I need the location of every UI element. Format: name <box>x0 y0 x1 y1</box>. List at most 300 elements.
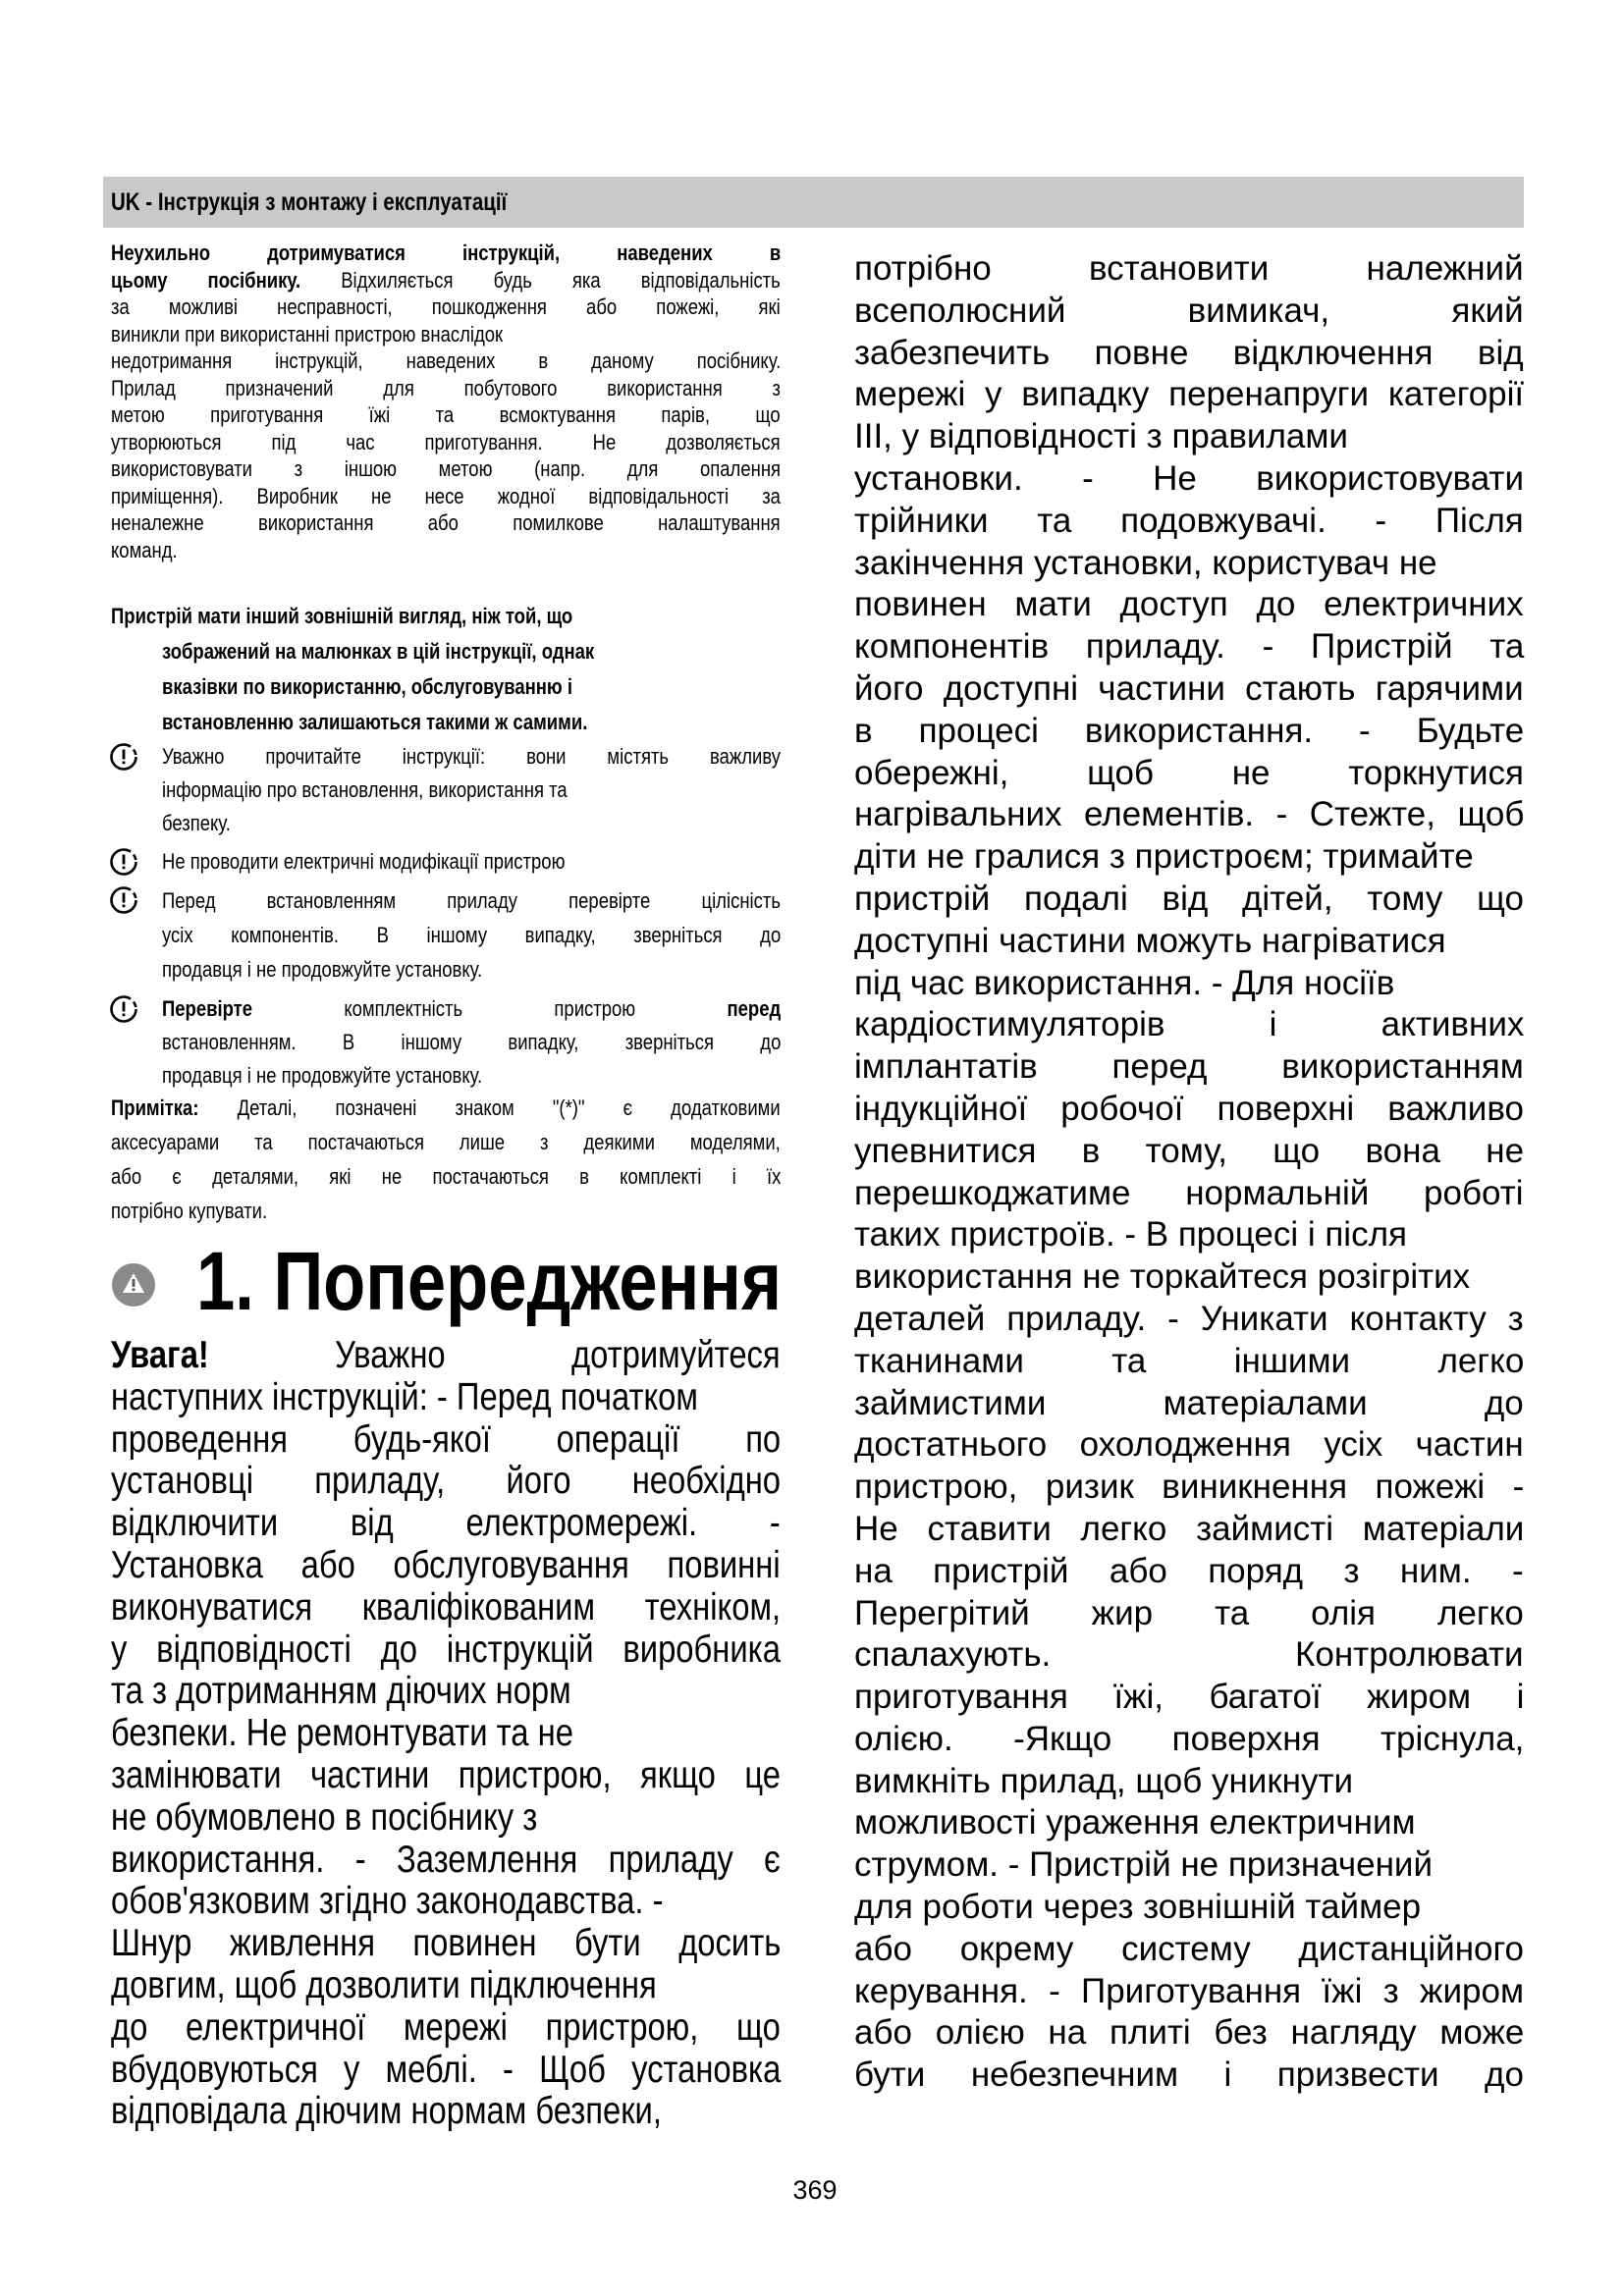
header-bar <box>103 177 1524 228</box>
text-line-content <box>854 1214 1407 1256</box>
text-line <box>111 455 781 483</box>
text-segment: відключити від електромережі. - <box>111 1502 781 1545</box>
text-segment: приміщення). Виробник не несе жодної відповідальності за <box>111 483 781 508</box>
bold-text: Неухильно дотримуватися інструкцій, наведених в <box>111 240 782 265</box>
document-title: UK - Інструкція з монтажу і експлуатації <box>111 188 508 216</box>
text-segment: достатнього охолодження усіх частин <box>854 1425 1524 1465</box>
text-line-content <box>854 1929 1524 1971</box>
text-segment: Прилад призначений для побутового використання з <box>111 375 782 400</box>
text-segment: у відповідності до інструкцій виробника <box>111 1628 781 1671</box>
text-line-content <box>854 668 1524 711</box>
text-segment: аксесуарами та постачаються лише з деякими моделями, <box>111 1130 781 1154</box>
text-line <box>854 836 1524 879</box>
text-line <box>162 952 781 987</box>
text-line-content <box>111 321 503 348</box>
text-line <box>854 458 1524 501</box>
text-segment: використовувати з іншою метою (напр. для опалення <box>111 456 782 481</box>
text-segment: олією. -Якщо поверхня тріснула, <box>854 1719 1525 1758</box>
text-line-content <box>162 774 568 807</box>
text-line <box>111 2007 781 2050</box>
text-line <box>854 1719 1524 1761</box>
text-line <box>854 1256 1524 1299</box>
warning-item <box>0 992 781 1093</box>
bold-text: встановленню залишаються такими ж самими. <box>162 710 588 734</box>
text-line-content <box>162 952 482 987</box>
text-line <box>854 2055 1524 2097</box>
text-line <box>111 1840 781 1882</box>
text-line <box>111 429 781 456</box>
text-line-content <box>111 1125 781 1159</box>
text-line <box>111 2050 781 2092</box>
text-line-content <box>854 374 1524 416</box>
text-line <box>854 879 1524 921</box>
text-line <box>162 634 781 669</box>
warning-item <box>0 845 781 879</box>
text-segment: Уважно прочитайте інструкції: вони містять важливу <box>162 744 781 769</box>
text-line-content <box>111 537 178 564</box>
text-line <box>111 537 781 564</box>
text-line-content <box>854 1887 1421 1929</box>
text-segment: та з дотриманням діючих норм <box>111 1670 571 1713</box>
text-line <box>111 2091 781 2133</box>
text-line <box>111 1503 781 1545</box>
text-segment: упевнитися в тому, що вона не <box>854 1131 1525 1170</box>
text-line-content <box>162 705 587 740</box>
bold-text: Примітка: <box>111 1095 199 1120</box>
text-segment: інформацію про встановлення, використання та <box>162 777 568 802</box>
text-line-content <box>111 401 781 429</box>
text-line-content <box>854 1173 1524 1215</box>
text-line-content <box>111 2050 781 2092</box>
text-line-content <box>854 2012 1524 2055</box>
text-line <box>854 1844 1524 1887</box>
text-segment: мережі у випадку перенапруги категорії <box>854 375 1525 414</box>
text-line <box>111 1091 781 1125</box>
text-line <box>854 501 1524 543</box>
text-line-content <box>111 1797 537 1840</box>
text-line-content <box>111 1159 781 1194</box>
text-line <box>111 509 781 537</box>
text-line <box>854 1971 1524 2013</box>
text-line-content <box>162 883 781 918</box>
text-line <box>111 240 781 267</box>
section-heading: 1. Попередження <box>196 1235 783 1327</box>
text-segment: замінювати частини пристрою, якщо це <box>111 1753 781 1796</box>
text-segment: пристрій подалі від дітей, тому що <box>854 879 1524 918</box>
text-segment: перешкоджатиме нормальній роботі <box>854 1173 1524 1212</box>
text-line-content <box>854 1802 1416 1844</box>
text-line-content <box>854 416 1348 458</box>
text-line <box>162 1059 781 1093</box>
text-line <box>854 1004 1524 1046</box>
text-line <box>854 1802 1524 1844</box>
text-segment: повинен мати доступ до електричних <box>854 585 1524 624</box>
text-line-content <box>111 1091 781 1125</box>
exclamation-circle-icon <box>109 885 138 915</box>
text-line <box>854 1214 1524 1256</box>
text-line <box>162 669 781 705</box>
intro-paragraph <box>111 240 781 563</box>
text-line-content <box>111 455 781 483</box>
text-line <box>111 1881 781 1923</box>
text-segment: його доступні частини стають гарячими <box>854 668 1524 708</box>
text-line <box>854 626 1524 668</box>
text-line-content <box>111 267 781 294</box>
text-line-content <box>111 347 781 375</box>
text-line-content <box>854 963 1394 1005</box>
text-line <box>111 1755 781 1797</box>
text-segment: Деталі, позначені знаком "(*)" є додатковими <box>198 1095 781 1120</box>
warning-item <box>0 883 781 987</box>
text-segment: бути небезпечним і призвести до <box>854 2056 1524 2095</box>
text-line <box>111 1194 781 1228</box>
text-line-content <box>111 1713 573 1755</box>
exclamation-circle-icon <box>109 847 138 877</box>
text-line <box>854 584 1524 626</box>
text-line <box>111 375 781 402</box>
text-segment: на пристрій або поряд з ним. - <box>854 1551 1524 1590</box>
text-line-content <box>854 711 1524 753</box>
text-line-content <box>111 1755 781 1797</box>
text-line-content <box>854 1046 1524 1089</box>
text-line <box>854 794 1524 836</box>
text-segment: забезпечить повне відключення від <box>854 333 1524 372</box>
text-line-content <box>111 1194 267 1228</box>
text-line-content <box>111 375 781 402</box>
text-segment: установці приладу, його необхідно <box>111 1460 782 1503</box>
text-segment: довгим, щоб дозволити підключення <box>111 1963 657 2006</box>
text-segment: під час використання. - Для носіїв <box>854 963 1395 1002</box>
text-line <box>111 1965 781 2007</box>
text-segment: трійники та подовжувачі. - Після <box>854 501 1524 540</box>
text-segment: або окрему систему дистанційного <box>854 1929 1524 1968</box>
text-segment: недотримання інструкцій, наведених в даному посібнику. <box>111 348 782 373</box>
text-line <box>111 1923 781 1965</box>
bold-text: Увага! <box>111 1334 209 1376</box>
text-line <box>854 1383 1524 1425</box>
text-line <box>111 347 781 375</box>
text-segment: продавця і не продовжуйте установку. <box>162 1063 483 1088</box>
text-line-content <box>162 740 781 774</box>
text-line <box>854 921 1524 963</box>
text-segment: наступних інструкцій: - Перед початком <box>111 1375 698 1418</box>
text-line-content <box>854 1677 1524 1719</box>
text-line <box>111 1125 781 1159</box>
text-line-content <box>854 1719 1524 1761</box>
text-line-content <box>111 1629 781 1672</box>
text-line <box>854 1509 1524 1551</box>
text-segment: використання. - Заземлення приладу є <box>111 1838 781 1881</box>
text-line-content <box>854 794 1524 836</box>
text-line <box>162 705 781 740</box>
text-segment: закінчення установки, користувач не <box>854 543 1437 582</box>
text-segment: команд. <box>111 537 178 562</box>
text-line-content <box>854 458 1524 501</box>
text-segment: компонентів приладу. - Пристрій та <box>854 627 1525 667</box>
text-line <box>854 668 1524 711</box>
text-line <box>854 1929 1524 1971</box>
text-line-content <box>111 2091 662 2133</box>
text-line <box>854 1299 1524 1341</box>
appearance-notice <box>111 599 781 740</box>
text-line-content <box>111 1923 781 1965</box>
text-line <box>854 1887 1524 1929</box>
text-line <box>854 1341 1524 1383</box>
text-line <box>854 374 1524 416</box>
text-segment: Відхиляється будь яка відповідальність <box>300 267 781 293</box>
text-line <box>111 483 781 510</box>
text-line <box>111 321 781 348</box>
text-line <box>111 1461 781 1503</box>
text-segment: не обумовлено в посібнику з <box>111 1795 538 1839</box>
text-line-content <box>111 509 781 537</box>
text-segment: установки. - Не використовувати <box>854 458 1524 498</box>
warning-item <box>0 740 781 840</box>
text-line-content <box>854 248 1524 291</box>
text-line <box>854 248 1524 291</box>
text-line-content <box>854 1131 1524 1173</box>
text-segment: до електричної мережі пристрою, що <box>111 2005 781 2049</box>
text-segment: відповідала діючим нормам безпеки, <box>111 2090 662 2133</box>
text-segment: всеполюсний вимикач, який <box>854 291 1524 330</box>
text-line-content <box>854 1004 1524 1046</box>
exclamation-circle-icon <box>109 994 138 1024</box>
text-line <box>111 267 781 294</box>
text-segment: Перегрітий жир та олія легко <box>854 1593 1524 1632</box>
text-segment: деталей приладу. - Уникати контакту з <box>854 1299 1524 1338</box>
right-body-text <box>854 248 1524 2097</box>
text-line-content <box>854 1299 1524 1341</box>
text-segment: продавця і не продовжуйте установку. <box>162 957 483 982</box>
text-line <box>854 711 1524 753</box>
text-segment: доступні частини можуть нагріватися <box>854 921 1446 960</box>
bold-text: Пристрій мати інший зовнішній вигляд, ніж той, що <box>111 604 573 628</box>
text-line-content <box>854 1089 1524 1131</box>
text-segment: III, у відповідності з правилами <box>854 417 1348 456</box>
text-line <box>111 294 781 321</box>
text-segment: неналежне використання або помилкове налаштування <box>111 510 781 535</box>
text-line-content <box>854 1971 1524 2013</box>
text-line-content <box>854 1509 1524 1551</box>
text-segment: приготування їжі, багатої жиром і <box>854 1678 1525 1717</box>
text-segment: імплантатів перед використанням <box>854 1047 1524 1087</box>
text-line-content <box>854 1844 1433 1887</box>
text-line-content <box>854 1424 1524 1467</box>
text-segment: метою приготування їжі та всмоктування парів, що <box>111 402 781 427</box>
text-segment: в процесі використання. - Будьте <box>854 711 1525 750</box>
text-segment: встановленням. В іншому випадку, зверніться до <box>162 1030 782 1054</box>
text-segment: кардіостимуляторів і активних <box>854 1005 1525 1044</box>
text-line-content <box>162 918 781 952</box>
text-line <box>162 918 781 952</box>
text-line <box>111 1159 781 1194</box>
text-segment: обов'язковим згідно законодавства. - <box>111 1880 664 1923</box>
text-segment: таких пристроїв. - В процесі і після <box>854 1215 1407 1255</box>
text-line <box>111 1797 781 1840</box>
text-line <box>162 992 781 1026</box>
text-line-content <box>854 921 1446 963</box>
text-line <box>111 599 781 634</box>
text-line <box>854 1467 1524 1509</box>
text-segment: вбудовуються у меблі. - Щоб установка <box>111 2048 782 2091</box>
text-line <box>162 1026 781 1059</box>
text-segment: можливості ураження електричним <box>854 1803 1416 1842</box>
text-line-content <box>854 1761 1353 1803</box>
bold-text: перед <box>727 996 782 1021</box>
text-line <box>111 1419 781 1462</box>
text-line <box>854 543 1524 585</box>
text-line <box>854 963 1524 1005</box>
text-line <box>162 774 781 807</box>
text-line <box>854 1551 1524 1593</box>
text-line <box>111 1377 781 1419</box>
text-line <box>111 1629 781 1672</box>
text-line-content <box>111 2007 781 2050</box>
text-line <box>854 416 1524 458</box>
text-line-content <box>162 992 781 1026</box>
text-line-content <box>111 1335 781 1377</box>
text-line <box>854 753 1524 795</box>
page-number: 369 <box>792 2175 838 2205</box>
text-line <box>162 807 781 840</box>
text-line <box>111 1671 781 1713</box>
text-segment: або олією на плиті без нагляду може <box>854 2013 1525 2053</box>
text-line-content <box>162 669 572 705</box>
text-line-content <box>111 1671 571 1713</box>
text-segment: за можливі несправності, пошкодження або пожежі, які <box>111 294 781 319</box>
text-line-content <box>111 599 572 634</box>
text-segment: безпеки. Не ремонтувати та не <box>111 1712 573 1755</box>
text-segment: Шнур живлення повинен бути досить <box>111 1922 782 1965</box>
text-line-content <box>854 1551 1524 1593</box>
text-line-content <box>162 807 231 840</box>
text-line <box>854 1634 1524 1677</box>
text-segment: діти не гралися з пристроєм; тримайте <box>854 837 1474 877</box>
text-line-content <box>111 1965 657 2007</box>
text-segment: для роботи через зовнішній таймер <box>854 1888 1422 1927</box>
text-segment: пристрою, ризик виникнення пожежі - <box>854 1468 1525 1507</box>
left-body-text <box>111 1335 781 2133</box>
text-line <box>854 291 1524 333</box>
text-segment: вимкніть прилад, щоб уникнути <box>854 1761 1354 1800</box>
text-segment: індукційної робочої поверхні важливо <box>854 1089 1524 1128</box>
text-line-content <box>111 429 781 456</box>
text-segment: тканинами та іншими легко <box>854 1341 1525 1380</box>
text-line <box>111 401 781 429</box>
text-line-content <box>854 1467 1524 1509</box>
text-line-content <box>111 1461 781 1503</box>
text-line-content <box>854 626 1524 668</box>
text-line-content <box>162 634 594 669</box>
text-segment: комплектність пристрою <box>252 996 728 1021</box>
text-line-content <box>162 1026 781 1059</box>
text-line <box>111 1713 781 1755</box>
text-segment: усіх компонентів. В іншому випадку, зверніться до <box>162 923 782 947</box>
text-line-content <box>854 584 1524 626</box>
text-line-content <box>162 845 565 879</box>
warning-icon <box>111 1262 156 1308</box>
text-line-content <box>111 240 781 267</box>
text-line <box>111 1335 781 1377</box>
text-line-content <box>854 1341 1524 1383</box>
text-line-content <box>111 1545 781 1587</box>
text-line-content <box>854 291 1524 333</box>
text-segment: безпеку. <box>162 811 231 835</box>
bold-text: цьому посібнику. <box>111 267 301 293</box>
text-segment: використання не торкайтеся розігрітих <box>854 1257 1471 1297</box>
text-line-content <box>111 294 781 321</box>
text-line-content <box>854 753 1524 795</box>
text-segment: виконуватися кваліфікованим техніком, <box>111 1585 782 1629</box>
text-line <box>854 1089 1524 1131</box>
text-line <box>854 2012 1524 2055</box>
text-line-content <box>111 483 781 510</box>
text-line <box>854 1173 1524 1215</box>
text-segment: струмом. - Пристрій не призначений <box>854 1845 1434 1885</box>
text-segment: Перед встановленням приладу перевірте цілісність <box>162 888 781 913</box>
text-line <box>854 333 1524 375</box>
text-segment: спалахують. Контролювати <box>854 1635 1524 1675</box>
text-line <box>854 1593 1524 1635</box>
text-segment: Не ставити легко займисті матеріали <box>854 1509 1525 1548</box>
text-line-content <box>162 1059 482 1093</box>
text-line-content <box>111 1840 781 1882</box>
text-line-content <box>111 1587 781 1629</box>
text-line <box>854 1677 1524 1719</box>
bold-text: зображений на малюнках в цій інструкції, однак <box>162 639 595 664</box>
text-line-content <box>854 879 1524 921</box>
text-segment: займистими матеріалами до <box>854 1383 1524 1422</box>
text-line <box>162 845 781 879</box>
text-line <box>111 1545 781 1587</box>
text-line <box>162 883 781 918</box>
text-line-content <box>854 501 1524 543</box>
text-segment: виникли при використанні пристрою внаслідок <box>111 321 504 347</box>
text-line-content <box>854 543 1437 585</box>
text-line-content <box>854 1593 1524 1635</box>
text-line <box>854 1131 1524 1173</box>
text-line-content <box>854 2055 1524 2097</box>
exclamation-circle-icon <box>109 742 138 772</box>
text-line-content <box>854 1256 1470 1299</box>
bold-text: Перевірте <box>162 996 253 1021</box>
text-segment: керування. - Приготування їжі з жиром <box>854 1971 1525 2010</box>
text-segment: потрібно встановити належний <box>854 249 1524 288</box>
text-segment: Не проводити електричні модифікації пристрою <box>162 849 566 874</box>
text-line-content <box>111 1377 698 1419</box>
text-line-content <box>854 836 1474 879</box>
text-line <box>854 1761 1524 1803</box>
text-line-content <box>854 1634 1524 1677</box>
text-line-content <box>854 333 1524 375</box>
text-segment: проведення будь-якої операції по <box>111 1417 782 1461</box>
text-line-content <box>111 1419 781 1462</box>
text-segment: або є деталями, які не постачаються в комплекті і їх <box>111 1164 782 1189</box>
text-segment: обережні, щоб не торкнутися <box>854 753 1524 792</box>
note-paragraph <box>111 1091 781 1228</box>
text-segment: Установка або обслуговування повинні <box>111 1543 781 1586</box>
text-segment: Уважно дотримуйтеся <box>208 1334 781 1376</box>
bold-text: вказівки по використанню, обслуговуванню і <box>162 674 572 699</box>
text-line <box>854 1424 1524 1467</box>
text-line <box>854 1046 1524 1089</box>
text-line-content <box>111 1503 781 1545</box>
text-segment: нагрівальних елементів. - Стежте, щоб <box>854 795 1525 834</box>
text-line-content <box>854 1383 1524 1425</box>
text-line <box>162 740 781 774</box>
text-segment: потрібно купувати. <box>111 1199 268 1223</box>
text-line-content <box>111 1881 664 1923</box>
